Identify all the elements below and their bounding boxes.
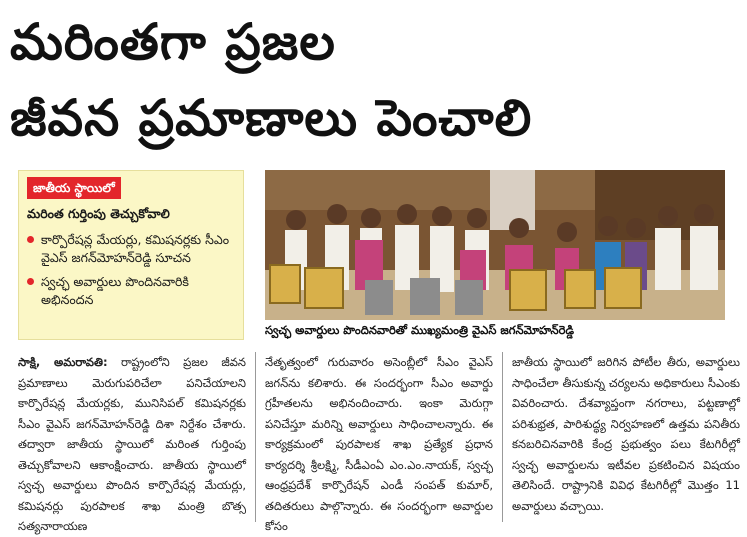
highlight-text: కార్పొరేషన్ల మేయర్లు, కమిషనర్లకు సీఎం వైఎస్ జగన్‌మోహన్‌రెడ్డి సూచన [41, 232, 230, 265]
article-column-2 [265, 352, 493, 537]
column-divider [255, 352, 256, 522]
article-column-1 [18, 352, 246, 537]
highlights-list [27, 231, 235, 309]
dateline: సాక్షి, అమరావతి: [18, 355, 108, 369]
column-1-text: రాష్ట్రంలోని ప్రజల జీవన ప్రమాణాలు మెరుగుపరిచేలా పనిచేయాలని కార్పొరేషన్ల మేయర్లకు, మునిసిపల్ కమిషనర్లకు సీఎం వైఎస్ జగన్‌మోహన్‌రెడ్డి దిశా నిర్దేశం చేశారు. తద్వారా జాతీయ స్థాయిలో మరింత గుర్తింపు తెచ్చుకోవాలని ఆకాంక్షించారు. జాతీయ స్థాయిలో స్వచ్ఛ అవార్డులు పొందిన కార్పొరేషన్ల మేయర్లు, కమిషనర్లు పురపాలక శాఖ మంత్రి బొత్స సత్యనారాయణ [18, 355, 246, 533]
column-3-text: జాతీయ స్థాయిలో జరిగిన పోటీల తీరు, అవార్డులు సాధించేలా తీసుకున్న చర్యలను అధికారులు సీఎంకు వివరించారు. దేశవ్యాప్తంగా నగరాలు, పట్టణాల్లో పరిశుభ్రత, పారిశుద్ధ్య నిర్వహణలో ఉత్తమ పనితీరు కనబరిచినవారికి కేంద్ర ప్రభుత్వం పలు కేటగిరీల్లో స్వచ్ఛ అవార్డులను ఇటీవల ప్రకటించిన విషయం తెలిసిందే. రాష్ట్రానికి వివిధ కేటగిరీల్లో మొత్తం 11 అవార్డులు వచ్చాయి. [512, 355, 740, 513]
highlights-kicker: జాతీయ స్థాయిలో [27, 177, 121, 199]
photo-caption: స్వచ్ఛ అవార్డులు పొందినవారితో ముఖ్యమంత్రి వైఎస్ జగన్‌మోహన్‌రెడ్డి [265, 323, 574, 337]
column-divider [502, 352, 503, 522]
highlights-lead: మరింత గుర్తింపు తెచ్చుకోవాలి [27, 206, 170, 221]
headline [10, 4, 740, 156]
headline-line-2: జీవన ప్రమాణాలు పెంచాలి [10, 89, 533, 147]
highlight-text: స్వచ్ఛ అవార్డులు పొందినవారికి అభినందన [41, 274, 189, 307]
article-body [18, 352, 740, 532]
bullet-icon [27, 278, 34, 285]
column-2-text: నేతృత్వంలో గురువారం అసెంబ్లీలో సీఎం వైఎస్ జగన్‌ను కలిశారు. ఈ సందర్భంగా సీఎం అవార్డు గ్రహీతలను అభినందించారు. ఇంకా మెరుగ్గా పనిచేస్తూ మరిన్ని అవార్డులు సాధించాలన్నారు. ఈ కార్యక్రమంలో పురపాలక శాఖ ప్రత్యేక ప్రధాన కార్యదర్శి శ్రీలక్ష్మి, సీడీఎంఏ ఎం.ఎం.నాయక్, స్వచ్ఛ ఆంధ్రప్రదేశ్ కార్పొరేషన్ ఎండీ సంపత్ కుమార్, తదితరులు పాల్గొన్నారు. ఈ సందర్భంగా అవార్డుల కోసం [265, 355, 493, 533]
group-photo-illustration [265, 170, 725, 320]
highlights-box [18, 170, 244, 340]
headline-line-1: మరింతగా ప్రజల [10, 13, 336, 71]
highlight-item [27, 273, 235, 309]
article-column-3 [512, 352, 740, 516]
bullet-icon [27, 236, 34, 243]
news-photo [265, 170, 725, 320]
highlight-item [27, 231, 235, 267]
